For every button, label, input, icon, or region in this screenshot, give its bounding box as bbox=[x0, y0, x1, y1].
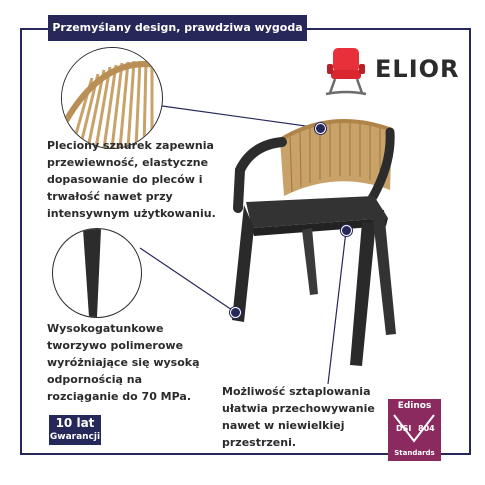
backrest-marker bbox=[315, 123, 326, 134]
stacking-marker bbox=[341, 225, 352, 236]
brand-name: ELIOR bbox=[375, 55, 460, 83]
material-description: Wysokogatunkowe tworzywo polimerowe wyróżniające się wysoką odpornością na rozciąganie do 70 MPa. bbox=[47, 322, 200, 403]
certificate-code2: 804 bbox=[418, 424, 435, 433]
material-detail-circle bbox=[52, 228, 142, 318]
chair-image bbox=[222, 110, 412, 370]
certificate-footer: Standards bbox=[394, 449, 435, 457]
certificate-badge bbox=[388, 399, 441, 461]
certificate-seal-icon bbox=[388, 411, 441, 445]
backrest-detail-circle bbox=[61, 47, 163, 149]
header-title: Przemyślany design, prawdziwa wygoda bbox=[52, 21, 303, 34]
certificate-name: Edinos bbox=[397, 401, 432, 411]
warranty-years: 10 lat bbox=[55, 416, 95, 430]
stacking-description: Możliwość sztaplowania ułatwia przechowywanie nawet w niewielkiej przestrzeni. bbox=[222, 385, 375, 449]
leader-material bbox=[140, 248, 235, 312]
certificate-code1: DSI bbox=[396, 424, 412, 433]
rattan-weave-icon bbox=[62, 48, 162, 148]
warranty-badge bbox=[49, 415, 101, 445]
backrest-description: Pleciony sznurek zapewnia przewiewność, elastyczne dopasowanie do pleców i trwałość nawet przy intensywnym użytkowaniu. bbox=[47, 139, 216, 220]
warranty-label: Gwarancji bbox=[49, 432, 101, 442]
chair-leg-icon bbox=[53, 229, 141, 317]
material-marker bbox=[230, 307, 241, 318]
